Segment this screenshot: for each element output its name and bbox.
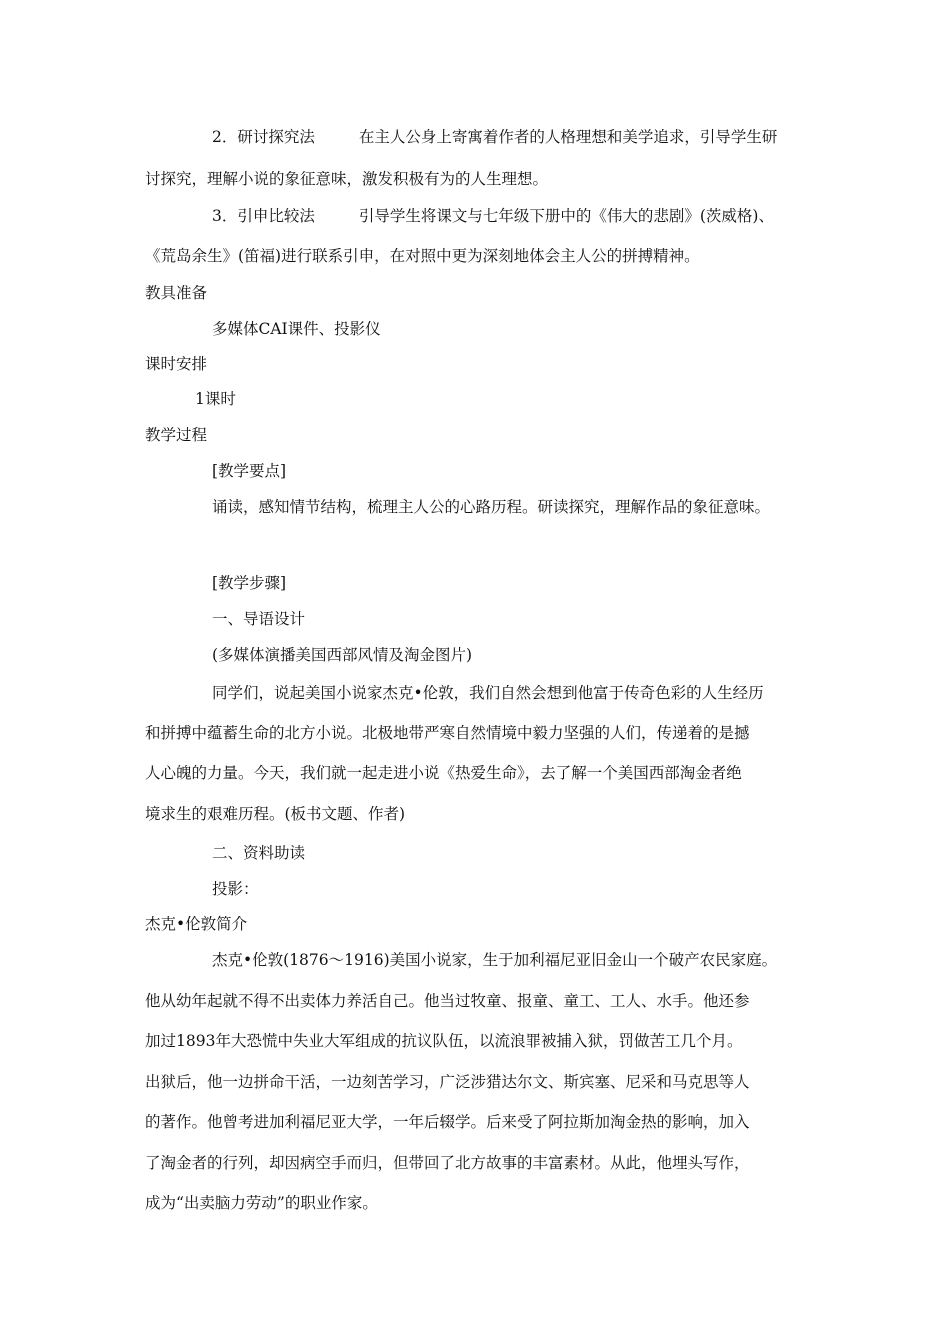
intro-line-2: 和拼搏中蕴蓄生命的北方小说。北极地带严寒自然情境中毅力坚强的人们，传递着的是撼 — [145, 724, 750, 742]
bio-line-7: 成为“出卖脑力劳动”的职业作家。 — [145, 1194, 378, 1212]
tools-content: 多媒体CAI课件、投影仪 — [212, 320, 381, 338]
bio-line-1: 杰克•伦敦(1876～1916)美国小说家，生于加利福尼亚旧金山一个破产农民家庭。 — [212, 951, 778, 969]
step1-title: 一、导语设计 — [212, 610, 306, 628]
schedule-content: 1课时 — [195, 390, 236, 408]
bio-heading: 杰克•伦敦简介 — [145, 915, 248, 933]
intro-line-4: 境求生的艰难历程。(板书文题、作者) — [145, 805, 406, 823]
bio-line-6: 了淘金者的行列，却因病空手而归，但带回了北方故事的丰富素材。从此，他埋头写作， — [145, 1154, 750, 1172]
intro-line-1: 同学们，说起美国小说家杰克•伦敦，我们自然会想到他富于传奇色彩的人生经历 — [212, 684, 764, 702]
method2-line2: 讨探究，理解小说的象征意味，激发积极有为的人生理想。 — [145, 170, 549, 188]
method3-title: 3．引申比较法 — [212, 207, 315, 225]
bio-line-5: 的著作。他曾考进加利福尼亚大学，一年后辍学。后来受了阿拉斯加淘金热的影响，加入 — [145, 1113, 750, 1131]
method3-line2: 《荒岛余生》(笛福)进行联系引申，在对照中更为深刻地体会主人公的拼搏精神。 — [145, 247, 700, 265]
tools-heading: 教具准备 — [145, 284, 208, 302]
bio-line-3: 加过1893年大恐慌中失业大军组成的抗议队伍，以流浪罪被捕入狱，罚做苦工几个月。 — [145, 1032, 743, 1050]
method2-line1 — [212, 127, 777, 147]
step1-note: (多媒体演播美国西部风情及淘金图片) — [212, 646, 473, 664]
method3-line1 — [212, 206, 774, 226]
method2-title: 2．研讨探究法 — [212, 128, 315, 146]
bio-line-4: 出狱后，他一边拼命干活，一边刻苦学习，广泛涉猎达尔文、斯宾塞、尼采和马克思等人 — [145, 1073, 750, 1091]
projection-label: 投影： — [212, 880, 259, 898]
process-heading: 教学过程 — [145, 426, 208, 444]
points-text: 诵读，感知情节结构，梳理主人公的心路历程。研读探究，理解作品的象征意味。 — [212, 498, 771, 516]
points-heading: [教学要点] — [212, 462, 287, 480]
bio-line-2: 他从幼年起就不得不出卖体力养活自己。他当过牧童、报童、童工、工人、水手。他还参 — [145, 992, 750, 1010]
method2-text1: 在主人公身上寄寓着作者的人格理想和美学追求，引导学生研 — [358, 128, 778, 146]
method3-text1: 引导学生将课文与七年级下册中的《伟大的悲剧》(茨威格)、 — [358, 207, 774, 225]
step2-title: 二、资料助读 — [212, 844, 306, 862]
schedule-heading: 课时安排 — [145, 355, 208, 373]
steps-heading: [教学步骤] — [212, 574, 287, 592]
intro-line-3: 人心魄的力量。今天，我们就一起走进小说《热爱生命》，去了解一个美国西部淘金者绝 — [145, 764, 742, 782]
